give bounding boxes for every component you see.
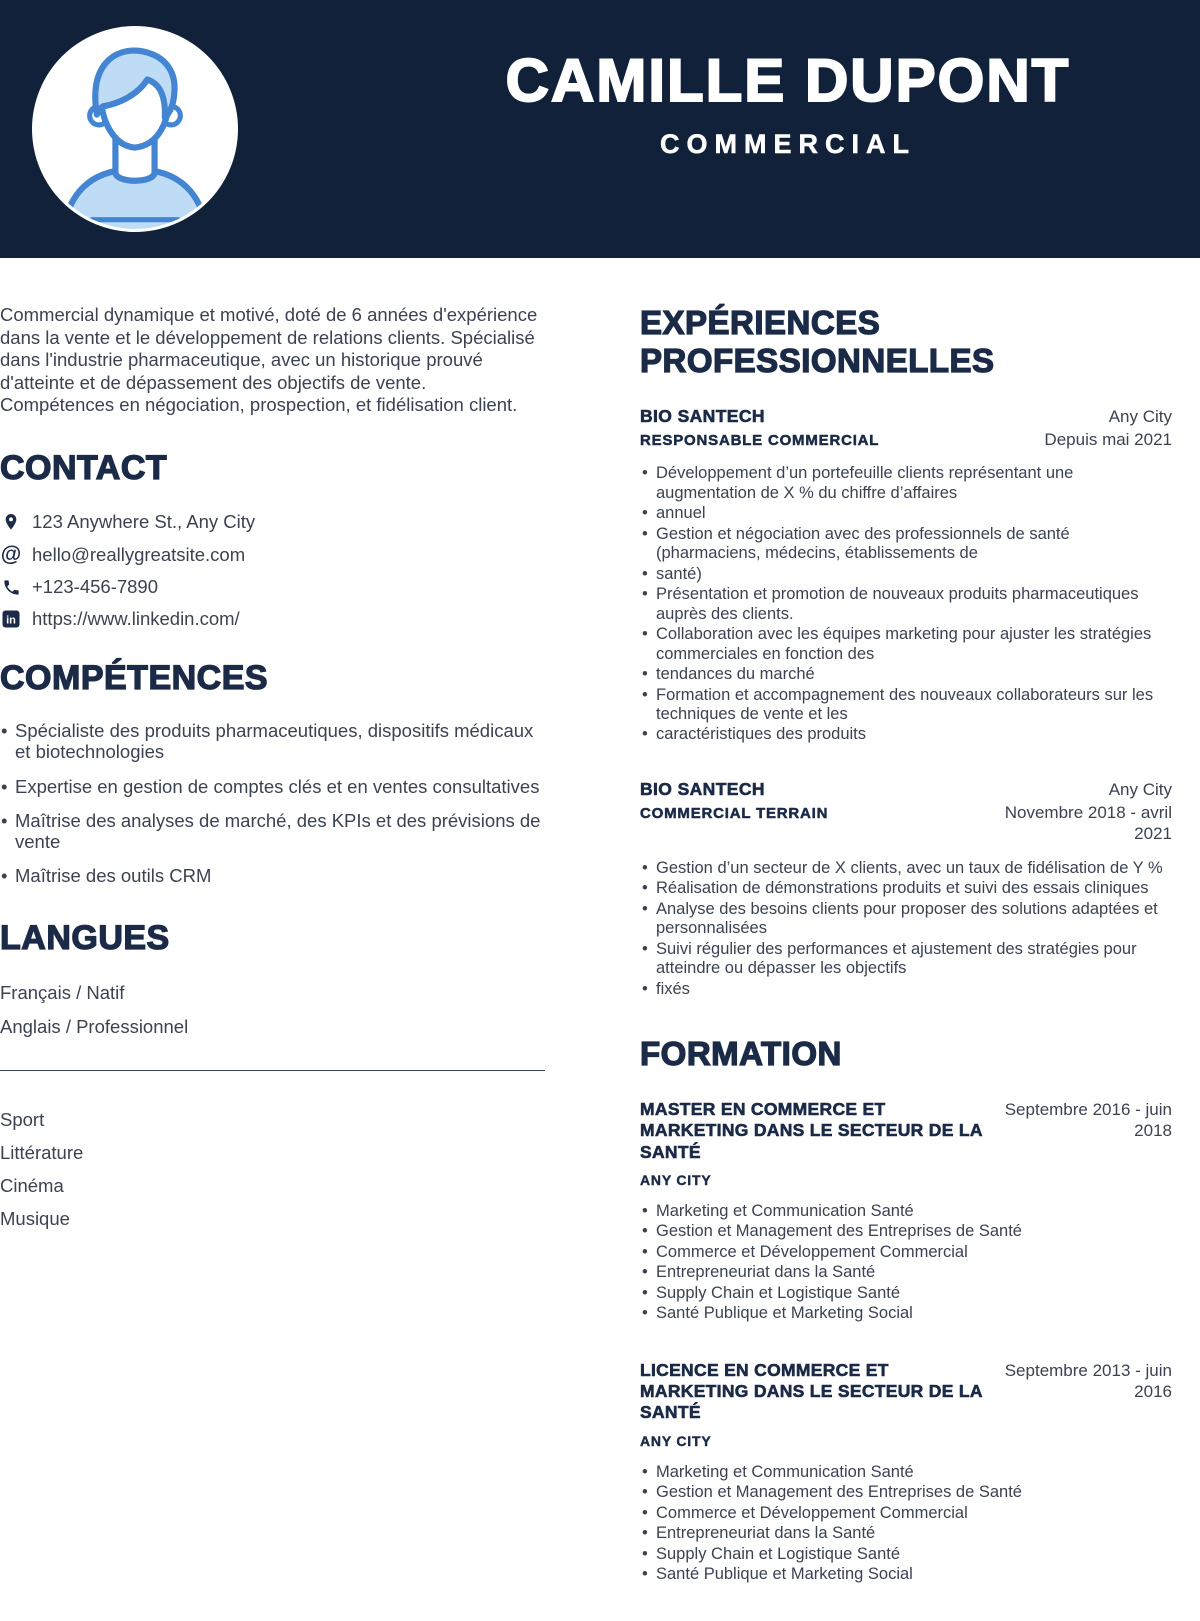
education-entry — [640, 1099, 1172, 1324]
avatar — [32, 26, 238, 232]
contact-linkedin-text[interactable]: https://www.linkedin.com/ — [32, 607, 240, 629]
languages-heading: LANGUES — [0, 918, 170, 957]
education-entry — [640, 1360, 1172, 1585]
degree-bullet: • Entrepreneuriat dans la Santé — [640, 1524, 1172, 1543]
language-item: Français / Natif — [0, 981, 125, 1003]
degree-title: MASTER EN COMMERCE ET MARKETING DANS LE SECTEUR DE LA SANTÉ — [640, 1098, 983, 1162]
contact-address-text: 123 Anywhere St., Any City — [32, 510, 256, 532]
job-bullet-list — [640, 859, 1172, 999]
job-bullet: • tendances du marché — [640, 665, 1172, 684]
job-bullet: • Réalisation de démonstrations produits et suivi des essais cliniques — [640, 879, 1172, 898]
job-bullet: • Suivi régulier des performances et ajustement des stratégies pour atteindre ou dépasser les objectifs — [640, 940, 1172, 979]
degree-title: LICENCE EN COMMERCE ET MARKETING DANS LE SECTEUR DE LA SANTÉ — [640, 1359, 983, 1423]
degree-bullet: • Marketing et Communication Santé — [640, 1202, 1172, 1221]
job-header-row — [640, 406, 1172, 427]
degree-bullet-list — [640, 1202, 1172, 1324]
degree-bullet: • Santé Publique et Marketing Social — [640, 1565, 1172, 1584]
content-columns — [0, 258, 1200, 1621]
degree-bullet: • Gestion et Management des Entreprises de Santé — [640, 1222, 1172, 1241]
contact-phone-text: +123-456-7890 — [32, 576, 159, 598]
degree-dates: Septembre 2013 - juin 2016 — [1004, 1360, 1172, 1401]
language-item: Anglais / Professionnel — [0, 1015, 189, 1037]
hobby-item: Musique — [0, 1207, 70, 1229]
degree-dates: Septembre 2016 - juin 2018 — [1004, 1099, 1172, 1141]
job-header-row — [640, 779, 1172, 800]
degree-location: ANY CITY — [640, 1432, 712, 1449]
header-titles — [376, 46, 1200, 212]
education-heading: FORMATION — [640, 1034, 842, 1072]
skills-heading: COMPÉTENCES — [0, 659, 269, 698]
skills-list — [0, 720, 545, 887]
job-bullet: • Collaboration avec les équipes marketing pour ajuster les stratégies commerciales en fonction des — [640, 625, 1172, 664]
contact-heading: CONTACT — [0, 448, 168, 487]
job-bullet: • santé) — [640, 565, 1172, 584]
education-header-row — [640, 1360, 1172, 1424]
job-role-row — [640, 800, 1172, 845]
phone-icon — [0, 578, 22, 597]
contact-item-address — [0, 512, 545, 532]
degree-bullet: • Entrepreneuriat dans la Santé — [640, 1263, 1172, 1282]
linkedin-icon — [0, 610, 22, 628]
degree-bullet: • Supply Chain et Logistique Santé — [640, 1284, 1172, 1303]
job-bullet: • caractéristiques des produits — [640, 725, 1172, 744]
degree-bullet: • Commerce et Développement Commercial — [640, 1504, 1172, 1523]
job-entry — [640, 779, 1172, 999]
job-bullet: • Formation et accompagnement des nouveaux collaborateurs sur les techniques de vente et les — [640, 686, 1172, 725]
job-bullet: • fixés — [640, 980, 1172, 999]
company-name: BIO SANTECH — [640, 405, 765, 426]
job-dates: Novembre 2018 - avril 2021 — [1004, 803, 1172, 844]
degree-bullet: • Gestion et Management des Entreprises de Santé — [640, 1483, 1172, 1502]
company-name: BIO SANTECH — [640, 778, 765, 799]
job-title: COMMERCIAL — [660, 129, 916, 159]
degree-bullet: • Santé Publique et Marketing Social — [640, 1304, 1172, 1323]
contact-list — [0, 512, 545, 629]
languages-list — [0, 982, 545, 1038]
hobbies-list — [0, 1109, 545, 1230]
skill-item: • Maîtrise des analyses de marché, des KPIs et des prévisions de vente — [0, 810, 545, 853]
avatar-person-icon — [32, 26, 238, 232]
skill-item: • Spécialiste des produits pharmaceutiques, dispositifs médicaux et biotechnologies — [0, 720, 545, 763]
contact-email-text[interactable]: hello@reallygreatsite.com — [32, 543, 246, 565]
job-dates: Depuis mai 2021 — [1044, 430, 1172, 450]
profile-summary: Commercial dynamique et motivé, doté de 6 années d'expérience dans la vente et le développement de relations clients. Spécialisé dans l'industrie pharmaceutique, avec un historique prouvé d'atteinte et de dépassement des objectifs de vente. Compétences en négociation, prospection, et fidélisation client. — [0, 304, 538, 416]
header-banner — [0, 0, 1200, 258]
job-bullet: • Gestion et négociation avec des professionnels de santé (pharmaciens, médecins, établissements de — [640, 525, 1172, 564]
right-column — [640, 304, 1172, 1621]
job-location: Any City — [1108, 406, 1172, 426]
job-location: Any City — [1108, 779, 1172, 799]
contact-item-linkedin — [0, 609, 545, 629]
job-entry — [640, 406, 1172, 745]
job-bullet: • Gestion d’un secteur de X clients, avec un taux de fidélisation de Y % — [640, 859, 1172, 878]
degree-bullet-list — [640, 1463, 1172, 1585]
contact-item-phone — [0, 577, 545, 597]
page-title: CAMILLE DUPONT — [505, 47, 1071, 114]
job-role: COMMERCIAL TERRAIN — [640, 805, 829, 823]
hobby-item: Cinéma — [0, 1174, 64, 1196]
contact-item-email — [0, 543, 545, 566]
job-bullet: • Analyse des besoins clients pour proposer des solutions adaptées et personnalisées — [640, 900, 1172, 939]
job-bullet: • annuel — [640, 504, 1172, 523]
hobby-item: Littérature — [0, 1141, 84, 1163]
left-column — [0, 304, 545, 1621]
job-bullet: • Développement d’un portefeuille clients représentant une augmentation de X % du chiffre d’affaires — [640, 464, 1172, 503]
education-header-row — [640, 1099, 1172, 1163]
job-role-row — [640, 427, 1172, 450]
degree-bullet: • Marketing et Communication Santé — [640, 1463, 1172, 1482]
degree-bullet: • Supply Chain et Logistique Santé — [640, 1545, 1172, 1564]
skill-item: • Maîtrise des outils CRM — [0, 865, 545, 886]
svg-text:in: in — [6, 614, 16, 627]
job-bullet: • Présentation et promotion de nouveaux produits pharmaceutiques auprès des clients. — [640, 585, 1172, 624]
experience-heading: EXPÉRIENCES PROFESSIONNELLES — [640, 304, 995, 379]
degree-bullet: • Commerce et Développement Commercial — [640, 1243, 1172, 1262]
skill-item: • Expertise en gestion de comptes clés et en ventes consultatives — [0, 776, 545, 797]
job-bullet-list — [640, 464, 1172, 745]
section-divider — [0, 1070, 545, 1071]
at-icon: @ — [0, 543, 22, 567]
degree-location: ANY CITY — [640, 1171, 712, 1188]
job-role: RESPONSABLE COMMERCIAL — [640, 432, 880, 450]
location-pin-icon — [0, 512, 22, 532]
hobby-item: Sport — [0, 1108, 45, 1130]
